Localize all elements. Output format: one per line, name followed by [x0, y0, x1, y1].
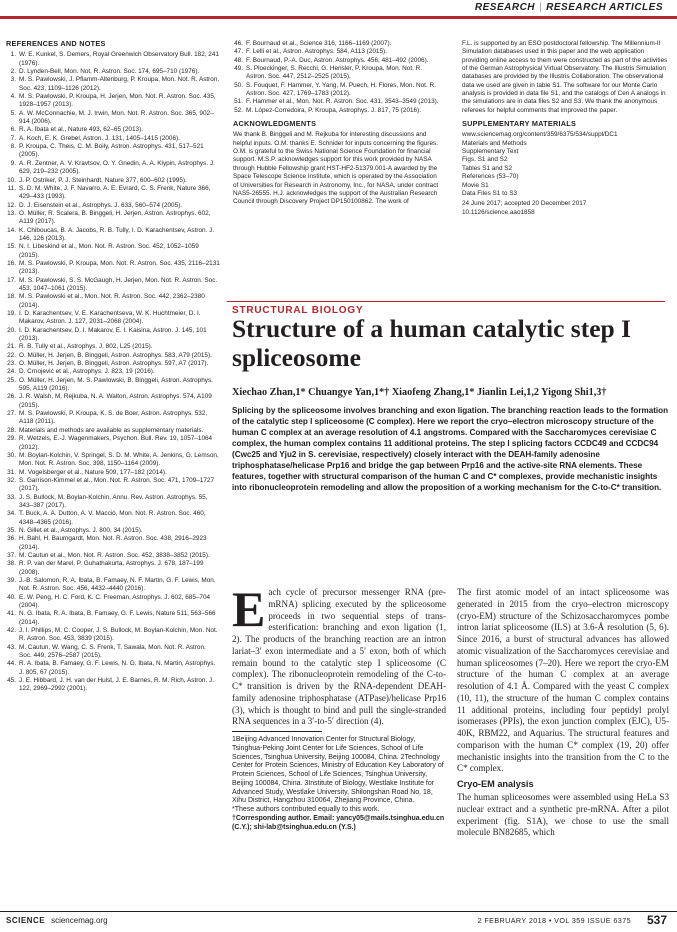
reference-text: N. Gillet et al., Astrophys. J. 800, 34 (2015). — [19, 526, 143, 534]
reference-item — [6, 477, 220, 494]
reference-text: M. Cautun, W. Wang, C. S. Frenk, T. Sawala, Mon. Not. R. Astron. Soc. 449, 2576–2587 (2015). — [19, 643, 206, 660]
reference-number: 48. — [234, 56, 243, 64]
reference-number: 24. — [7, 368, 16, 376]
reference-text: M. López-Corredoira, P. Kroupa, Astrophys. J. 817, 75 (2016). — [246, 106, 422, 114]
reference-text: T. Buck, A. A. Dutton, A. V. Macciò, Mon. Not. R. Astron. Soc. 460, 4348–4365 (2016). — [19, 510, 206, 526]
reference-text: M. Cautun et al., Mon. Not. R. Astron. Soc. 452, 3838–3852 (2015). — [19, 551, 210, 559]
reference-text: P. Kroupa, C. Theis, C. M. Boily, Astron. Astrophys. 431, 517–521 (2005). — [19, 143, 204, 159]
reference-text: O. Müller, H. Jerjen, B. Binggeli, Astron. Astrophys. 597, A7 (2017). — [19, 360, 209, 368]
reference-text: I. D. Karachentsev, V. E. Karachentseva, W. K. Huchtmeier, D. I. Makarov, Astron. J. 127, 2031–2068 (2004). — [19, 310, 201, 326]
reference-number: 9. — [10, 159, 16, 167]
reference-item — [6, 93, 220, 110]
reference-item — [6, 135, 220, 143]
reference-text: R. P. van der Marel, P. Guhathakurta, Astrophys. J. 678, 187–199 (2008). — [19, 560, 204, 576]
reference-item — [6, 435, 220, 452]
reference-number: 11. — [7, 184, 16, 192]
references-column-2 — [233, 40, 441, 302]
reference-text: A. R. Zentner, A. V. Kravtsov, O. Y. Gnedin, A. A. Klypin, Astrophys. J. 629, 219–232 (2005). — [19, 159, 215, 176]
affiliation-rule — [232, 731, 322, 732]
abstract: Splicing by the spliceosome involves branching and exon ligation. The branching reaction leads to the formation of the catalytic step I spliceosome (C complex). Here we report the cryo–electron microscopy structure of the human C complex at an average resolution of 4.1 angstroms. Compared with the Saccharomyces cerevisiae C complex, the human complex contains 11 additional proteins. The step I splicing factors CCDC49 and CCDC94 (Cwc25 and Yju2 in S. cerevisiae, respectively) closely interact with the DEAH-family adenosine triphosphatase/helicase Prp16 and bridge the gap between Prp16 and the active-site RNA elements. These features, together with structural comparison of the human C and C* complexes, provide mechanistic insights into ribonucleoprotein remodeling and allow the proposition of a working mechanism for the C-to-C* transition. — [232, 406, 669, 493]
reference-number: 27. — [7, 410, 16, 418]
reference-text: F. Lelli et al., Astron. Astrophys. 584, A113 (2015). — [246, 48, 387, 56]
reference-text: M. S. Pawlowski, P. Kroupa, H. Jerjen, Mon. Not. R. Astron. Soc. 435, 1928–1957 (2013). — [19, 93, 216, 109]
reference-text: O. Müller, R. Scalera, B. Binggeli, H. Jerjen, Astron. Astrophys. 602, A119 (2017). — [19, 209, 211, 226]
reference-number: 4. — [10, 93, 16, 101]
reference-number: 28. — [7, 426, 16, 434]
header-label: RESEARCH | RESEARCH ARTICLES — [474, 2, 663, 13]
reference-item — [233, 65, 441, 82]
reference-text: M. S. Pawlowski, P. Kroupa, Mon. Not. R. Astron. Soc. 435, 2116–2131 (2013). — [19, 259, 220, 276]
reference-number: 35. — [7, 526, 16, 534]
body-left-column — [232, 587, 446, 909]
reference-text: J. P. Ostriker, P. J. Steinhardt, Nature 377, 600–602 (1995). — [19, 176, 187, 184]
references-list-1 — [6, 51, 220, 693]
reference-number: 2. — [10, 68, 16, 76]
footer-journal — [6, 916, 108, 925]
reference-item — [6, 126, 220, 134]
reference-item — [6, 660, 220, 677]
page-number: 537 — [646, 913, 667, 927]
reference-text: D. Lynden-Bell, Mon. Not. R. Astron. Soc. 174, 695–710 (1976). — [19, 68, 200, 76]
reference-item — [6, 494, 220, 511]
reference-text: K. Chiboucas, B. A. Jacobs, R. B. Tully, I. D. Karachentsev, Astron. J. 146, 126 (2013). — [19, 226, 215, 242]
reference-item — [6, 210, 220, 227]
references-list-2 — [233, 40, 441, 115]
supplementary-item: Data Files S1 to S3 — [462, 189, 518, 197]
reference-item — [6, 427, 220, 435]
section-kicker: STRUCTURAL BIOLOGY — [232, 305, 364, 316]
reference-text: I. D. Karachentsev, D. I. Makarov, E. I. Kaisina, Astron. J. 145, 101 (2013). — [19, 326, 207, 343]
reference-item — [6, 377, 220, 394]
cryo-em-paragraph: The human spliceosomes were assembled using HeLa S3 nuclear extract and a synthetic pre-mRNA. After a pilot experiment (fig. S1A), we chose to use the small molecule BN82685, which — [457, 792, 669, 838]
acknowledgments-column-3 — [462, 40, 668, 302]
supplementary-heading: SUPPLEMENTARY MATERIALS — [462, 119, 577, 129]
reference-number: 7. — [10, 134, 16, 142]
reference-text: M. S. Pawlowski et al., Mon. Not. R. Astron. Soc. 442, 2362–2380 (2014). — [19, 293, 205, 309]
reference-item — [233, 98, 441, 106]
reference-number: 33. — [7, 493, 16, 501]
reference-number: 14. — [7, 226, 16, 234]
references-column-1 — [6, 40, 220, 910]
reference-item — [6, 510, 220, 527]
drop-cap: E — [232, 587, 266, 637]
intro-text: ach cycle of precursor messenger RNA (pre-mRNA) splicing executed by the spliceosome proceeds in two sequential steps of trans-esterification: branching and exon ligation (1, 2). The products of the branching reaction are an intron lariat–3′ exon intermediate and a 5′ exon, both of which remain bound to the catalytic step I spliceosome (C complex). The ribonucleoprotein remodeling of the C-to-C* transition is driven by the RNA-dependent DEAH-family adenosine triphosphatase (ATPase)/helicase Prp16 (3), which is thought to bind and pull the single-stranded RNA sequences in a 3′-to-5′ direction (4). — [232, 587, 446, 727]
reference-number: 1. — [10, 51, 16, 59]
reference-text: W. E. Kunkel, S. Demers, Royal Greenwich Observatory Bull. 182, 241 (1976). — [19, 51, 219, 67]
reference-item — [233, 40, 441, 48]
supplementary-link[interactable]: www.sciencemag.org/content/359/6375/534/suppl/DC1 — [462, 131, 618, 139]
doi: 10.1126/science.aao1858 — [462, 208, 535, 216]
reference-number: 38. — [7, 560, 16, 568]
reference-number: 22. — [7, 351, 16, 359]
reference-text: S. Fouquet, F. Hammer, Y. Yang, M. Puech, H. Flores, Mon. Not. R. Astron. Soc. 427, 1769–1783 (2012). — [246, 81, 436, 98]
reference-text: H. Bahl, H. Baumgardt, Mon. Not. R. Astron. Soc. 438, 2916–2923 (2014). — [19, 535, 207, 551]
reference-number: 51. — [234, 98, 243, 106]
reference-number: 8. — [10, 143, 16, 151]
references-heading: REFERENCES AND NOTES — [6, 40, 106, 48]
reference-item — [6, 393, 220, 410]
supplementary-item: Movie S1 — [462, 181, 489, 189]
section-divider — [227, 301, 665, 302]
reference-number: 13. — [7, 209, 16, 217]
reference-number: 20. — [7, 326, 16, 334]
reference-number: 52. — [234, 106, 243, 114]
reference-item — [6, 227, 220, 244]
footer-issue: 2 FEBRUARY 2018 • VOL 359 ISSUE 6375 — [477, 916, 631, 925]
reference-text: S. Garrison-Kimmel et al., Mon. Not. R. Astron. Soc. 471, 1709–1727 (2017). — [19, 476, 215, 493]
reference-number: 5. — [10, 109, 16, 117]
reference-number: 37. — [7, 551, 16, 559]
reference-number: 3. — [10, 76, 16, 84]
right-paragraph: The first atomic model of an intact spliceosome was generated in 2015 from the cryo–electron microscopy (cryo-EM) structure of the Schizosaccharomyces pombe intron lariat spliceosome (ILS) at 3.6-Å resolution (5, 6). Since 2016, a burst of structural advances has allowed atomic visualization of the Saccharomyces cerevisiae and human spliceosomes (7–20). Here we report the cryo-EM structure of the human C complex at an average resolution of 4.1 Å. Compared with the yeast C complex (10, 11), the structure of the human C complex contains 11 additional proteins, including four peptidyl prolyl isomerases (PPIs), the exon junction complex (EJC), U5-40K, RBM22, and Aquarius. The structural features and comparison with the human C* complex (19, 20) offer mechanistic insights into the transition from the C to the C* complex. — [457, 587, 669, 774]
reference-item — [6, 560, 220, 577]
reference-number: 23. — [7, 360, 16, 368]
author-list: Xiechao Zhan,1* Chuangye Yan,1*† Xiaofeng Zhang,1* Jianlin Lei,1,2 Yigong Shi1,3† — [232, 387, 607, 398]
reference-text: M. S. Pawlowski, S. S. McGaugh, H. Jerjen, Mon. Not. R. Astron. Soc. 453, 1047–1061 (2015). — [19, 276, 218, 292]
reference-number: 41. — [7, 610, 16, 618]
reference-item — [6, 552, 220, 560]
reference-number: 49. — [234, 65, 243, 73]
reference-text: E. W. Peng, H. C. Ford, K. C. Freeman, Astrophys. J. 602, 685–704 (2004). — [19, 593, 211, 610]
reference-text: F. Bournaud, P.-A. Duc, Astron. Astrophys. 456, 481–492 (2006). — [246, 56, 429, 64]
reference-text: J. E. Hibbard, J. H. van der Hulst, J. E. Barnes, R. M. Rich, Astron. J. 122, 2969–2992 (2001). — [19, 677, 214, 693]
reference-item — [233, 107, 441, 115]
reference-number: 36. — [7, 535, 16, 543]
reference-item — [6, 343, 220, 351]
received-accepted-dates: 24 June 2017; accepted 20 December 2017 — [462, 200, 587, 208]
reference-item — [6, 202, 220, 210]
reference-text: R. A. Ibata et al., Nature 493, 62–65 (2013). — [19, 126, 143, 134]
body-right-column — [457, 587, 669, 909]
reference-text: J. R. Walsh, M. Rejkuba, N. A. Walton, Astron. Astrophys. 574, A109 (2015). — [19, 393, 212, 409]
reference-number: 18. — [7, 293, 16, 301]
reference-number: 29. — [7, 435, 16, 443]
reference-text: R. B. Tully et al., Astrophys. J. 802, L25 (2015). — [19, 343, 153, 351]
reference-number: 17. — [7, 276, 16, 284]
reference-item — [233, 82, 441, 99]
reference-text: M. S. Pawlowski, J. Pflamm-Altenburg, P. Kroupa, Mon. Not. R. Astron. Soc. 423, 1109–1126 (2012). — [19, 76, 220, 92]
reference-text: F. Hammer et al., Mon. Not. R. Astron. Soc. 431, 3543–3549 (2013). — [246, 98, 439, 106]
reference-item — [6, 644, 220, 661]
reference-text: A. W. McConnachie, M. J. Irwin, Mon. Not. R. Astron. Soc. 365, 902–914 (2006). — [19, 109, 214, 126]
footer-site: sciencemag.org — [51, 916, 108, 925]
reference-item — [6, 76, 220, 93]
reference-text: O. Müller, H. Jerjen, M. S. Pawlowski, B. Binggeli, Astron. Astrophys. 595, A119 (2016). — [19, 376, 213, 393]
reference-item — [6, 352, 220, 360]
supplementary-item: Tables S1 and S2 — [462, 164, 513, 172]
equal-contribution-note: *These authors contributed equally to this work. — [232, 806, 380, 813]
reference-item — [6, 594, 220, 611]
reference-text: D. Crnojević et al., Astrophys. J. 823, 19 (2016). — [19, 368, 155, 376]
reference-item — [6, 243, 220, 260]
reference-number: 12. — [7, 201, 16, 209]
footer-brand: SCIENCE — [6, 916, 46, 925]
reference-text: R. A. Ibata, B. Famaey, G. F. Lewis, N. G. Ibata, N. Martin, Astrophys. J. 805, 67 (2015). — [19, 660, 216, 676]
reference-item — [6, 469, 220, 477]
reference-item — [6, 627, 220, 644]
reference-item — [6, 177, 220, 185]
reference-text: Materials and methods are available as supplementary materials. — [19, 426, 204, 434]
page-footer — [0, 911, 677, 932]
affiliations: 1Beijing Advanced Innovation Center for Structural Biology, Tsinghua-Peking Joint Center for Life Sciences, School of Life Sciences, Tsinghua University, Beijing 100084, China. 2Technology Center for Protein Sciences, Ministry of Education Key Laboratory of Protein Sciences, School of Life Sciences, Tsinghua University, Beijing 100084, China. 3Institute of Biology, Westlake Institute for Advanced Study, Westlake University, Shilongshan Road No. 18, Xihu District, Hangzhou 310064, Zhejiang Province, China. — [232, 736, 444, 805]
reference-number: 25. — [7, 376, 16, 384]
reference-item — [6, 160, 220, 177]
reference-item — [6, 677, 220, 694]
reference-number: 15. — [7, 243, 16, 251]
reference-number: 6. — [10, 126, 16, 134]
supplementary-item: Materials and Methods — [462, 139, 527, 147]
article-title: Structure of a human catalytic step I spliceosome — [232, 314, 631, 372]
reference-number: 34. — [7, 510, 16, 518]
reference-item — [6, 360, 220, 368]
running-header — [0, 0, 677, 16]
reference-item — [6, 51, 220, 68]
acknowledgments-heading: ACKNOWLEDGMENTS — [233, 119, 317, 129]
reference-item — [6, 610, 220, 627]
supplementary-item: Figs. S1 and S2 — [462, 156, 508, 164]
cryo-em-heading: Cryo-EM analysis — [457, 779, 534, 789]
reference-number: 47. — [234, 48, 243, 56]
reference-item — [6, 185, 220, 202]
reference-item — [6, 277, 220, 294]
reference-text: S. Ploeckinger, S. Recchi, G. Hensler, P. Kroupa, Mon. Not. R. Astron. Soc. 447, 2512–2525 (2015). — [246, 65, 423, 81]
footer-rule — [0, 911, 677, 912]
reference-number: 40. — [7, 593, 16, 601]
reference-item — [6, 368, 220, 376]
reference-item — [6, 260, 220, 277]
reference-text: N. G. Ibata, R. A. Ibata, B. Famaey, G. F. Lewis, Nature 511, 563–566 (2014). — [19, 610, 216, 626]
reference-item — [6, 577, 220, 594]
reference-number: 43. — [7, 643, 16, 651]
reference-number: 19. — [7, 310, 16, 317]
reference-item — [6, 452, 220, 469]
reference-item — [233, 48, 441, 56]
reference-text: O. Müller, H. Jerjen, B. Binggeli, Astron. Astrophys. 583, A79 (2015). — [19, 351, 212, 359]
reference-text: A. Koch, E. K. Grebel, Astron. J. 131, 1405–1415 (2006). — [19, 134, 180, 142]
reference-number: 45. — [7, 677, 16, 685]
reference-item — [6, 410, 220, 427]
reference-number: 26. — [7, 393, 16, 401]
reference-text: N. I. Libeskind et al., Mon. Not. R. Astron. Soc. 452, 1052–1059 (2015). — [19, 243, 199, 259]
acknowledgments-continued: F.L. is supported by an ESO postdoctoral fellowship. The Millennium-II Simulation databases used in this paper and the web application providing online access to them were constructed as part of the activities of the German Astrophysical Virtual Observatory. The Illustris Simulation databases are provided by the Illustris Collaboration. The observational data we used are given in table S1. The software for our Monte Carlo analysis is provided in data file S1, and the catalogs of Cen A analogs in the simulations are in data files S2 and S3. We thank the anonymous referees for helpful comments that improved the paper. — [462, 40, 668, 114]
reference-text: M. S. Pawlowski, P. Kroupa, K. S. de Boer, Astron. Astrophys. 532, A118 (2011). — [19, 410, 208, 426]
reference-text: M. Vogelsberger et al., Nature 509, 177–182 (2014). — [19, 468, 167, 476]
reference-number: 44. — [7, 660, 16, 668]
acknowledgments-text: We thank B. Binggeli and M. Rejkuba for interesting discussions and helpful inputs. O.M. thanks E. Schnider for inputs concerning the figures. O.M. is grateful to the Swiss National Science Foundation for financial support. M.S.P. acknowledges support for this work provided by NASA through Hubble Fellowship grant HST-HF2-51379.001-A awarded by the Space Telescope Science Institute, which is operated by the Association of Universities for Research in Astronomy, Inc., for NASA, under contract NAS5-26555. H.J. acknowledges the support of the Australian Research Council through Discovery Project DP150100862. The work of — [233, 131, 439, 206]
reference-item — [6, 527, 220, 535]
supplementary-item: Supplementary Text — [462, 148, 519, 156]
header-subsection: RESEARCH ARTICLES — [546, 2, 663, 13]
header-rule — [0, 16, 677, 19]
reference-number: 50. — [234, 81, 243, 89]
reference-number: 32. — [7, 476, 16, 484]
reference-item — [6, 293, 220, 310]
reference-number: 42. — [7, 627, 16, 635]
reference-item — [6, 110, 220, 127]
reference-text: J. S. Bullock, M. Boylan-Kolchin, Annu. Rev. Astron. Astrophys. 55, 343–387 (2017). — [19, 493, 208, 509]
reference-number: 10. — [7, 176, 16, 184]
supplementary-item: References (53–70) — [462, 173, 519, 181]
reference-text: M. Boylan-Kolchin, V. Springel, S. D. M. White, A. Jenkins, G. Lemson, Mon. Not. R. Astron. Soc. 398, 1150–1164 (2009). — [19, 451, 219, 468]
reference-text: S. D. M. White, J. F. Navarro, A. E. Evrard, C. S. Frenk, Nature 366, 429–433 (1993). — [19, 184, 211, 201]
intro-paragraph — [232, 587, 446, 728]
reference-item — [6, 143, 220, 160]
corresponding-author-note: †Corresponding author. Email: yancy05@mails.tsinghua.edu.cn (C.Y.); shi-lab@tsinghua.edu.cn (Y.S.) — [232, 814, 445, 831]
reference-number: 30. — [7, 451, 16, 459]
reference-item — [6, 327, 220, 344]
reference-number: 46. — [234, 40, 243, 47]
reference-number: 39. — [7, 577, 16, 584]
reference-text: F. Bournaud et al., Science 316, 1166–1169 (2007). — [246, 40, 392, 47]
reference-text: D. J. Eisenstein et al., Astrophys. J. 633, 560–574 (2005). — [19, 201, 183, 209]
reference-item — [6, 535, 220, 552]
reference-number: 21. — [7, 343, 16, 351]
supplementary-list — [462, 131, 668, 198]
header-section: RESEARCH — [474, 2, 536, 13]
reference-item — [233, 57, 441, 65]
reference-item — [6, 68, 220, 76]
reference-text: J. I. Phillips, M. C. Cooper, J. S. Bullock, M. Boylan-Kolchin, Mon. Not. R. Astron. Soc. 453, 3839 (2015). — [19, 627, 218, 643]
reference-text: J.-B. Salomon, R. A. Ibata, B. Famaey, N. F. Martin, G. F. Lewis, Mon. Not. R. Astron. Soc. 456, 4432–4440 (2016). — [19, 577, 216, 593]
reference-number: 31. — [7, 468, 16, 476]
reference-number: 16. — [7, 259, 16, 267]
reference-item — [6, 310, 220, 327]
reference-text: R. Wetzels, E.-J. Wagenmakers, Psychon. Bull. Rev. 19, 1057–1064 (2012). — [19, 435, 213, 451]
